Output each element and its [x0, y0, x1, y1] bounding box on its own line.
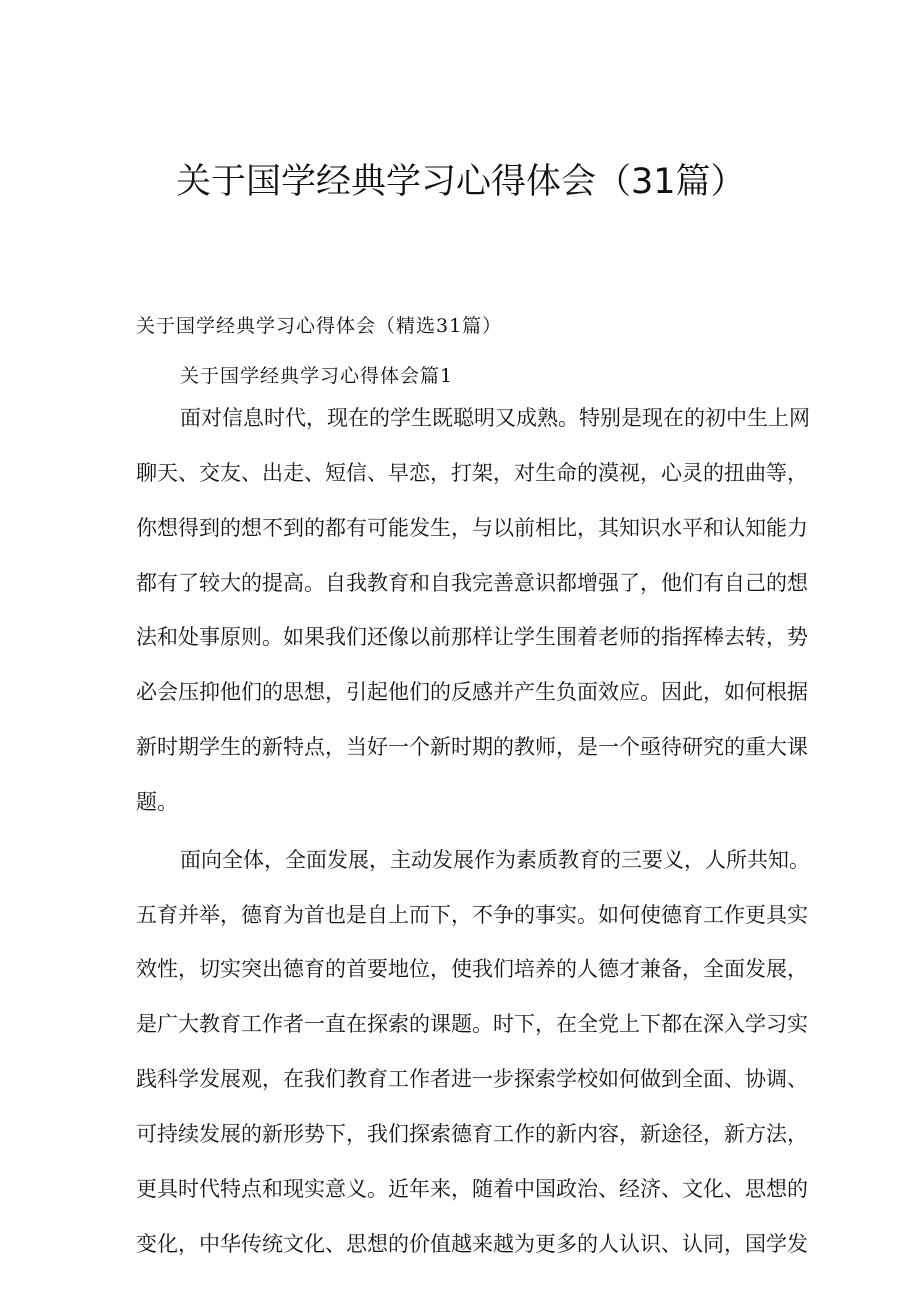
text-line: 践科学发展观，在我们教育工作者进一步探索学校如何做到全面、协调、 — [136, 1067, 808, 1092]
text-line: 新时期学生的新特点，当好一个新时期的教师，是一个亟待研究的重大课 — [136, 735, 808, 760]
text-line: 题。 — [136, 789, 178, 814]
text-line: 更具时代特点和现实意义。近年来，随着中国政治、经济、文化、思想的 — [136, 1176, 808, 1201]
text-line: 变化，中华传统文化、思想的价值越来越为更多的人认识、认同，国学发 — [136, 1231, 808, 1256]
text-line: 都有了较大的提高。自我教育和自我完善意识都增强了，他们有自己的想 — [136, 570, 808, 595]
text-line: 面向全体，全面发展，主动发展作为素质教育的三要义，人所共知。 — [180, 847, 810, 872]
document-subtitle: 关于国学经典学习心得体会（精选31篇） — [136, 315, 503, 337]
section-heading: 关于国学经典学习心得体会篇1 — [180, 365, 454, 387]
text-line: 是广大教育工作者一直在探索的课题。时下，在全党上下都在深入学习实 — [136, 1012, 808, 1037]
text-line: 五育并举，德育为首也是自上而下，不争的事实。如何使德育工作更具实 — [136, 902, 808, 927]
text-line: 效性，切实突出德育的首要地位，使我们培养的人德才兼备，全面发展， — [136, 957, 808, 982]
document-body — [136, 403, 810, 1284]
paragraph-2 — [136, 845, 810, 1284]
document-title: 关于国学经典学习心得体会（31篇） — [176, 162, 746, 202]
text-line: 法和处事原则。如果我们还像以前那样让学生围着老师的指挥棒去转，势 — [136, 625, 808, 650]
text-line: 必会压抑他们的思想，引起他们的反感并产生负面效应。因此，如何根据 — [136, 680, 808, 705]
paragraph-1 — [136, 403, 810, 842]
text-line: 可持续发展的新形势下，我们探索德育工作的新内容，新途径，新方法， — [136, 1121, 808, 1146]
text-line: 你想得到的想不到的都有可能发生，与以前相比，其知识水平和认知能力 — [136, 515, 808, 540]
text-line: 聊天、交友、出走、短信、早恋，打架，对生命的漠视，心灵的扭曲等， — [136, 460, 808, 485]
text-line: 面对信息时代，现在的学生既聪明又成熟。特别是现在的初中生上网 — [180, 406, 810, 430]
